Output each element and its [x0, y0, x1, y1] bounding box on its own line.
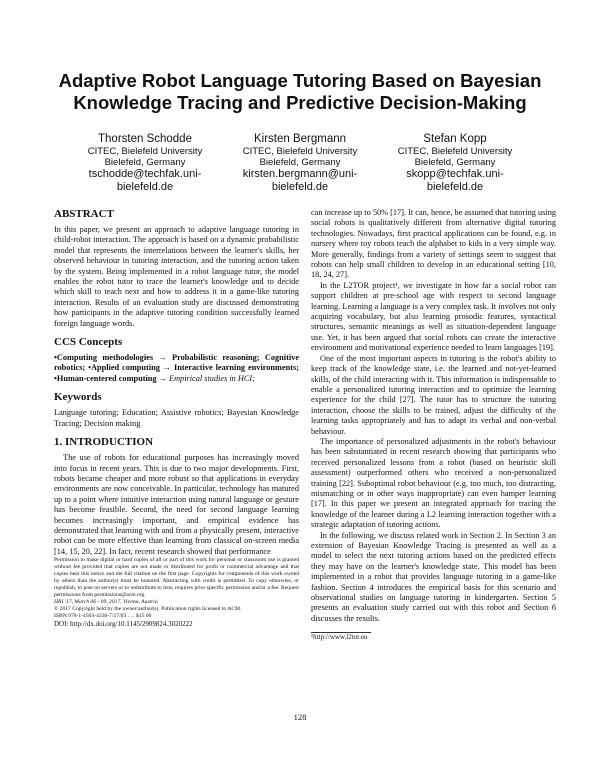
keywords-text: Language tutoring; Education; Assistive robotics; Bayesian Knowledge Tracing; Decision making	[54, 408, 299, 428]
paper-title: Adaptive Robot Language Tutoring Based on Bayesian Knowledge Tracing and Predictive Decision-Making	[58, 70, 542, 113]
author-affiliation: CITEC, Bielefeld University	[397, 146, 513, 157]
page-number: 128	[293, 712, 307, 722]
venue-block	[54, 599, 299, 620]
doi-line: DOI: http://dx.doi.org/10.1145/2909824.3020222	[54, 620, 193, 629]
author-name: Kirsten Bergmann	[253, 133, 347, 145]
ccs-heading: CCS Concepts	[54, 336, 123, 349]
body-paragraph: In the L2TOR project¹, we investigate in how far a social robot can support children at pre-school age with respect to second language learning. Learning a language is a very complex task. It involves not only acquiring vocabulary, but also learning prosodic features, syntactical structures, semantic meanings as well as situation-dependent language use. Yet, it has been argued that social robots can create the interactive environment and motivational experience needed to learn languages [19].	[311, 280, 556, 353]
introduction-heading: 1. INTRODUCTION	[54, 436, 154, 449]
author-email-line-2: bielefeld.de	[426, 180, 484, 193]
author-name: Stefan Kopp	[423, 133, 487, 145]
author-affiliation: CITEC, Bielefeld University	[87, 146, 203, 157]
introduction-paragraph: The use of robots for educational purposes has increasingly moved into focus in recent years. This is due to two major developments. First, robots became cheaper and more robust so that applications in everyday environments are now conceivable. In particular, technology has matured up to a point where intuitive interaction using natural language or gesture has become feasible. Second, the need for second language learning becomes increasingly important, and empirical evidence has demonstrated that learning with and from a physically present, interactive robot can be more effective than learning from classical on-screen media [14, 15, 20, 22]. In fact, recent research showed that performance	[54, 453, 299, 556]
author-city: Bielefeld, Germany	[104, 157, 186, 168]
author-name: Thorsten Schodde	[98, 133, 192, 145]
author-city: Bielefeld, Germany	[259, 157, 341, 168]
abstract-text: In this paper, we present an approach to adaptive language tutoring in child-robot interaction. The approach is based on a dynamic probabilistic model that represents the interrelations between the learner's skills, her observed behaviour in tutoring interaction, and the tutoring action taken by the system. Being implemented in a robot language tutor, the model enables the robot tutor to trace the learner's knowledge and to decide which skill to teach next and how to address it in a game-like tutoring interaction. Results of an evaluation study are discussed demonstrating how participants in the adaptive tutoring condition successfully learned foreign language words.	[54, 225, 299, 328]
ccs-concept-3-detail: Empirical studies in HCI;	[169, 373, 255, 383]
author-2	[225, 133, 375, 193]
body-paragraph: can increase up to 50% [17]. It can, hence, be assumed that tutoring using social robots is qualitatively different from alternative digital tutoring technologies. Nowadays, first practical applications can be found, e.g. in nursery where toy robots teach the alphabet to kids in a very simple way. More generally, findings from a variety of settings seem to suggest that robots can help small children to develop in an educational setting [10, 18, 24, 27].	[311, 208, 556, 280]
author-3	[380, 133, 530, 193]
isbn-line: ISBN 978-1-4503-4336-7/17/03 . . . $15.00	[54, 613, 152, 620]
ccs-concept-3: •Human-centered computing →	[54, 373, 167, 383]
copyright-line: © 2017 Copyright held by the owner/author(s). Publication rights licensed to ACM.	[54, 606, 242, 613]
body-paragraph: In the following, we discuss related work in Section 2. In Section 3 an extension of Bayesian Knowledge Tracing is presented as well as a model to select the next tutoring actions based on the predicted effects they may have on the learner's knowledge state. This model has been implemented in a robot that provides language tutoring in a game-like fashion. Section 4 introduces the empirical basis for this scenario and observational studies on language tutoring in kindergarten. Section 5 presents an evaluation study carried out with this robot and Section 6 discusses the results.	[311, 530, 556, 623]
left-column	[54, 208, 299, 629]
author-email-line-2: bielefeld.de	[116, 180, 174, 193]
ccs-concept-1: •Computing methodologies → Probabilistic reasoning; Cognitive robotics;	[54, 353, 299, 373]
footnote: ¹http://www.l2tor.eu	[311, 633, 368, 642]
body-paragraph: The importance of personalized adjustments in the robot's behaviour has been substantiated in recent research showing that participants who received personalized lessons from a robot (based on heuristic skill assessment) outperformed others who received a non-personalized training [22]. Suboptimal robot behaviour (e.g. too much, too distracting, mismatching or in other ways inappropriate) can even hamper learning [17]. In this paper we present an integrated approach for tracing the knowledge of the learner during a L2 learning interaction together with a strategic adaptation of tutoring actions.	[311, 436, 556, 530]
ccs-concepts	[54, 353, 299, 384]
ccs-concept-2: •Applied computing → Interactive learning environments;	[88, 363, 300, 373]
author-city: Bielefeld, Germany	[414, 157, 496, 168]
author-email-line-2: bielefeld.de	[271, 180, 329, 193]
permission-notice: Permission to make digital or hard copies of all or part of this work for personal or classroom use is granted without fee provided that copies are not made or distributed for profit or commercial advantage and that copies bear this notice and the full citation on the first page. Copyrights for components of this work owned by others than the author(s) must be honored. Abstracting with credit is permitted. To copy otherwise, or republish, to post on servers or to redistribute to lists, requires prior specific permission and/or a fee. Request permissions from permissions@acm.org.	[54, 557, 299, 599]
author-block	[70, 133, 530, 193]
author-1	[70, 133, 220, 193]
right-column	[311, 208, 556, 642]
keywords-heading: Keywords	[54, 391, 102, 404]
body-paragraph: One of the most important aspects in tutoring is the robot's ability to keep track of the knowledge state, i.e. the learned and not-yet-learned skills, of the child interacting with it. This information is indispensable to enable a personalized tutoring interaction and to optimize the learning experience for the child [27]. The tutor has to structure the tutoring interaction, choose the skills to be trained, adjust the difficulty of the learning tasks appropriately and has to adapt its verbal and non-verbal behaviour.	[311, 353, 556, 436]
author-affiliation: CITEC, Bielefeld University	[242, 146, 358, 157]
abstract-heading: ABSTRACT	[54, 208, 114, 220]
conference-line: HRI '17, March 06 - 09, 2017, Vienna, Austria	[54, 599, 158, 606]
author-email-line-1: skopp@techfak.uni-	[406, 168, 504, 180]
author-email-line-1: tschodde@techfak.uni-	[88, 168, 202, 180]
author-email-line-1: kirsten.bergmann@uni-	[242, 168, 358, 180]
